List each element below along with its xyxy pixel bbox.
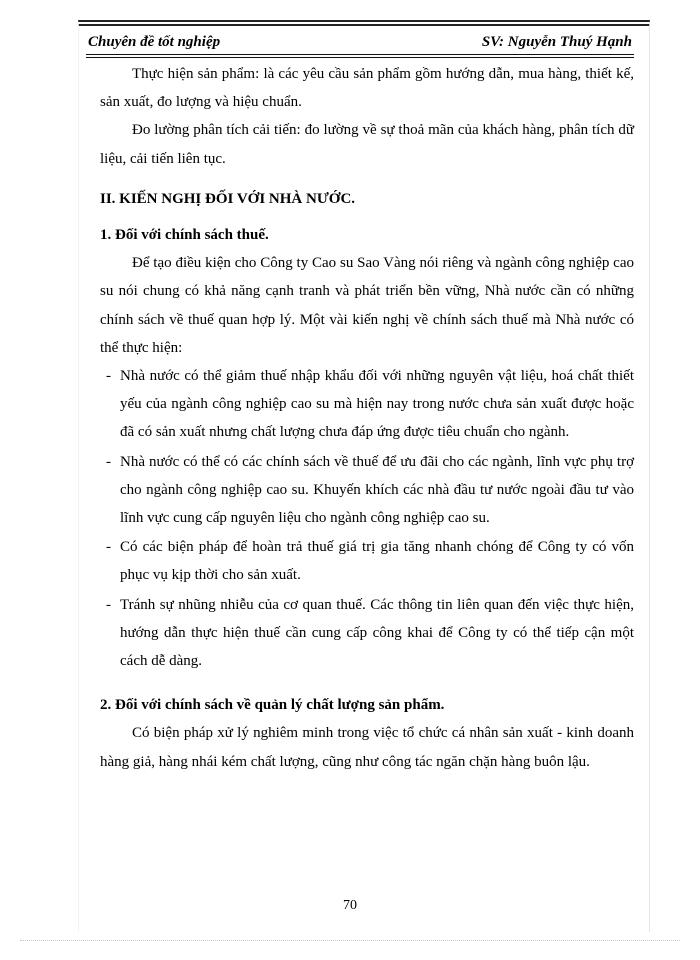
list-item-text: Nhà nước có thể có các chính sách về thuế để ưu đãi cho các ngành, lĩnh vực phụ trợ cho ngành công nghiệp cao su. Khuyến khích các nhà đầu tư nước ngoài đầu tư vào lĩnh vực cung cấp nguyên liệu cho ngành công nghiệp cao su. [120, 453, 634, 527]
list-item-text: Có các biện pháp để hoàn trả thuế giá trị gia tăng nhanh chóng để Công ty có vốn phục vụ kịp thời cho sản xuất. [120, 539, 634, 584]
section-heading: II. KIẾN NGHỊ ĐỐI VỚI NHÀ NƯỚC. [100, 190, 356, 207]
paragraph-measurement-analysis: Đo lường phân tích cải tiến: đo lường về sự thoả mãn của khách hàng, phân tích dữ liệu, cải tiến liên tục. [100, 122, 634, 167]
page-number: 70 [343, 898, 357, 913]
subsection-heading-quality-policy: 2. Đối với chính sách về quản lý chất lượng sản phẩm. [100, 697, 445, 714]
header-left-title: Chuyên đề tốt nghiệp [88, 34, 221, 50]
page-header [86, 34, 634, 58]
paragraph-quality-policy: Có biện pháp xử lý nghiêm minh trong việc tổ chức cá nhân sản xuất - kinh doanh hàng giả, hàng nhái kém chất lượng, cũng như công tác ngăn chặn hàng buôn lậu. [100, 725, 634, 770]
bullet-dash: - [106, 539, 111, 556]
list-item [100, 533, 634, 589]
bullet-dash: - [106, 453, 111, 470]
list-item [100, 362, 634, 447]
tax-recommendation-list [100, 362, 634, 675]
list-item [100, 591, 634, 676]
list-item-text: Nhà nước có thể giảm thuế nhập khẩu đối với những nguyên vật liệu, hoá chất thiết yếu của ngành công nghiệp cao su mà hiện nay trong nước chưa sản xuất được hoặc đã có sản xuất nhưng chất lượng chưa đáp ứng được tiêu chuẩn cho ngành. [120, 368, 634, 441]
list-item [100, 448, 634, 533]
document-body [100, 60, 634, 776]
paragraph-product-realization: Thực hiện sản phẩm: là các yêu cầu sản phẩm gồm hướng dẫn, mua hàng, thiết kế, sản xuất, đo lượng và hiệu chuẩn. [100, 66, 634, 111]
bullet-dash: - [106, 368, 111, 385]
list-item-text: Tránh sự nhũng nhiễu của cơ quan thuế. Các thông tin liên quan đến việc thực hiện, hướng dẫn thực hiện thuế cần cung cấp công khai để Công ty có thể tiếp cận một cách dễ dàng. [120, 596, 634, 670]
bullet-dash: - [106, 596, 111, 613]
header-right-author: SV: Nguyễn Thuý Hạnh [481, 34, 632, 50]
paragraph-tax-intro: Để tạo điều kiện cho Công ty Cao su Sao Vàng nói riêng và ngành công nghiệp cao su nói chung có khả năng cạnh tranh và phát triển bền vững, Nhà nước cần có những chính sách về thuế quan hợp lý. Một vài kiến nghị về chính sách thuế mà Nhà nước có thể thực hiện: [100, 255, 634, 356]
subsection-heading-tax-policy: 1. Đối với chính sách thuế. [100, 227, 269, 244]
page-bottom-divider [20, 940, 680, 941]
